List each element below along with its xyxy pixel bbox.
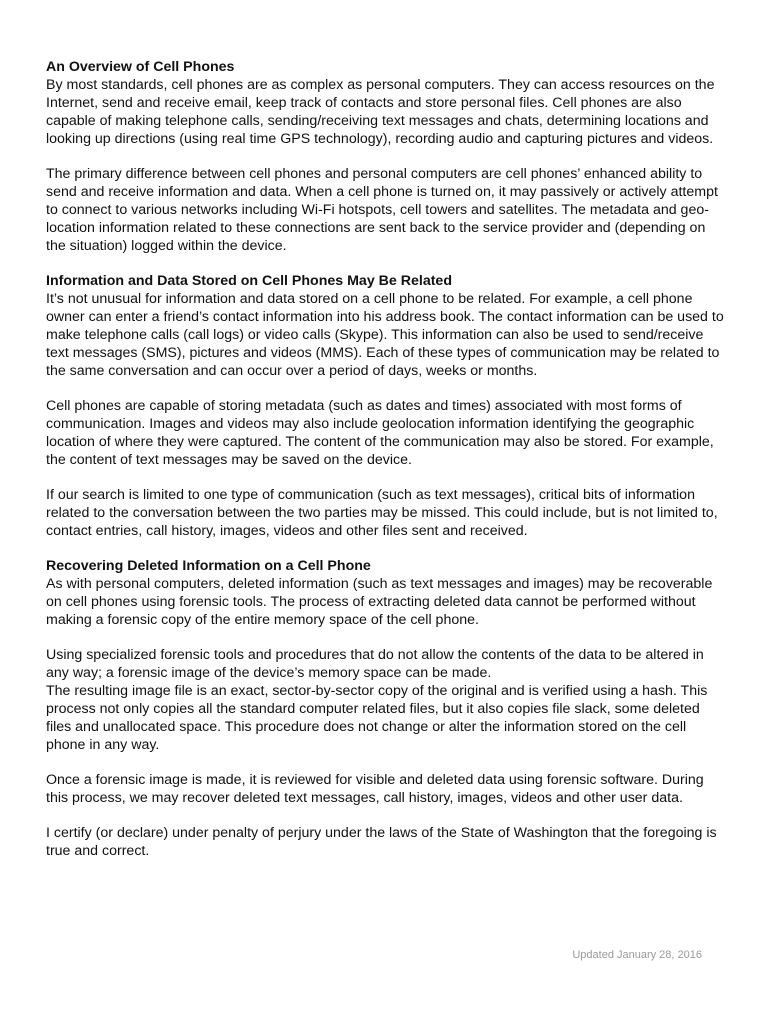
document-body xyxy=(46,58,726,877)
section-title-overview: An Overview of Cell Phones xyxy=(46,59,235,75)
paragraph: Once a forensic image is made, it is reviewed for visible and deleted data using forensic software. During this process, we may recover deleted text messages, call history, images, videos and other user data. xyxy=(46,772,704,806)
paragraph: By most standards, cell phones are as complex as personal computers. They can access resources on the Internet, send and receive email, keep track of contacts and store personal files. Cell phones are also capable of making telephone calls, sending/receiving text messages and chats, determining locations and looking up directions (using real time GPS technology), recording audio and capturing pictures and videos. xyxy=(46,77,715,147)
section-overview xyxy=(46,58,726,255)
paragraph: As with personal computers, deleted information (such as text messages and images) may be recoverable on cell phones using forensic tools. The process of extracting deleted data cannot be performed without making a forensic copy of the entire memory space of the cell phone. xyxy=(46,576,713,628)
footer-updated-date: Updated January 28, 2016 xyxy=(572,949,702,961)
paragraph: Using specialized forensic tools and procedures that do not allow the contents of the data to be altered in any way; a forensic image of the device’s memory space can be made. xyxy=(46,647,704,681)
certification-statement: I certify (or declare) under penalty of perjury under the laws of the State of Washington that the foregoing is true and correct. xyxy=(46,825,717,859)
paragraph: It’s not unusual for information and data stored on a cell phone to be related. For example, a cell phone owner can enter a friend’s contact information into his address book. The contact information can be used to make telephone calls (call logs) or video calls (Skype). This information can also be used to send/receive text messages (SMS), pictures and videos (MMS). Each of these types of communication may be related to the same conversation and can occur over a period of days, weeks or months. xyxy=(46,291,724,379)
paragraph: The primary difference between cell phones and personal computers are cell phones’ enhanced ability to send and receive information and data. When a cell phone is turned on, it may passively or actively attempt to connect to various networks including Wi-Fi hotspots, cell towers and satellites. The metadata and geo-location information related to these connections are sent back to the service provider and (depending on the situation) logged within the device. xyxy=(46,166,718,254)
section-title-related-data: Information and Data Stored on Cell Phones May Be Related xyxy=(46,273,452,289)
paragraph: Cell phones are capable of storing metadata (such as dates and times) associated with most forms of communication. Images and videos may also include geolocation information identifying the geographic location of where they were captured. The content of the communication may also be stored. For example, the content of text messages may be saved on the device. xyxy=(46,398,714,468)
paragraph: If our search is limited to one type of communication (such as text messages), critical bits of information related to the conversation between the two parties may be missed. This could include, but is not limited to, contact entries, call history, images, videos and other files sent and received. xyxy=(46,487,718,539)
section-recovering-deleted xyxy=(46,557,726,860)
section-title-recovering-deleted: Recovering Deleted Information on a Cell Phone xyxy=(46,558,371,574)
section-related-data xyxy=(46,272,726,540)
paragraph: The resulting image file is an exact, sector-by-sector copy of the original and is verified using a hash. This process not only copies all the standard computer related files, but it also copies file slack, some deleted files and unallocated space. This procedure does not change or alter the information stored on the cell phone in any way. xyxy=(46,683,708,753)
